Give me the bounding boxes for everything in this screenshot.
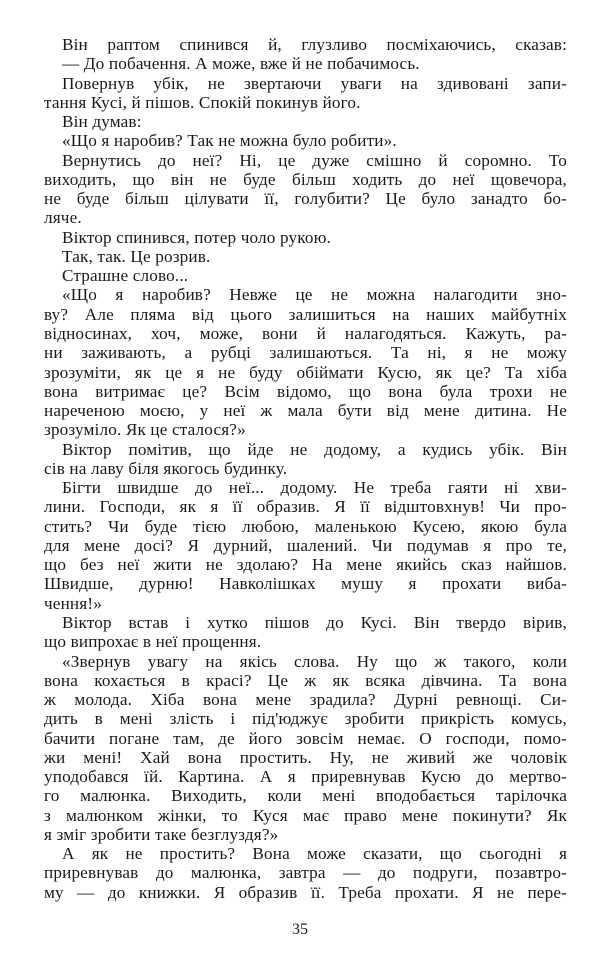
- text-line: Так, так. Це розрив.: [62, 246, 211, 266]
- text-line: для мене досі? Я дурний, шалений. Чи подумав я про те,: [44, 535, 567, 555]
- text-line: чення!»: [44, 593, 102, 613]
- text-line: ни заживають, а рубці залишаються. Та ні, я не можу: [44, 343, 567, 363]
- text-line: «Що я наробив? Так не можна було робити».: [62, 131, 397, 151]
- text-line: Вернутись до неї? Ні, це дуже смішно й соромно. То: [62, 150, 567, 170]
- text-line: ву? Але пляма від цього залишиться на наших майбутніх: [44, 304, 567, 324]
- text-line: А як не простить? Вона може сказати, що сьогодні я: [62, 844, 567, 864]
- text-line: Він думав:: [62, 112, 142, 132]
- text-line: вона витримає це? Всім відомо, що вона була трохи не: [44, 381, 567, 401]
- text-line: лини. Господи, як я її образив. Я її відштовхнув! Чи про-: [44, 497, 567, 517]
- text-line: тання Кусі, й пішов. Спокій покинув його.: [44, 92, 361, 112]
- text-line: Швидше, дурню! Навколішках мушу я прохати вибa-: [44, 574, 567, 594]
- text-line: ж молода. Хіба вона мене зрадила? Дурні ревнощі. Си-: [44, 690, 567, 710]
- text-line: бачити погане там, де його зовсім немає. О господи, помо-: [44, 728, 567, 748]
- text-line: з малюнком жінки, то Куся має право мене покинути? Як: [44, 805, 567, 825]
- text-line: «Звернув увагу на якісь слова. Ну що ж такого, коли: [62, 651, 567, 671]
- text-line: зрозуміти, як це я не буду обіймати Кусю, як це? Та хіба: [44, 362, 567, 382]
- text-line: ляче.: [44, 208, 82, 228]
- text-line: Віктор встав і хутко пішов до Кусі. Він твердо вірив,: [62, 612, 567, 632]
- text-line: Повернув убік, не звертаючи уваги на здивовані запи-: [62, 73, 567, 93]
- text-line: нареченою моєю, у неї ж мала бути від мене дитина. Не: [44, 401, 567, 421]
- text-line: стить? Чи буде тією любою, маленькою Кусею, якою була: [44, 516, 567, 536]
- text-line: уподобався їй. Картина. А я приревнував Кусю до мертво-: [44, 767, 567, 787]
- text-line: «Що я наробив? Невже це не можна налагодити зно-: [62, 285, 567, 305]
- text-line: що випрохає в неї прощення.: [44, 632, 262, 652]
- text-line: Він раптом спинився й, глузливо посміхаючись, сказав:: [62, 35, 567, 54]
- text-line: сів на лаву біля якогось будинку.: [44, 458, 288, 478]
- text-line: виходить, що він не буде більш ходить до неї щовечора,: [44, 169, 567, 189]
- text-line: му — до книжки. Я образив її. Треба прохати. Я не пере-: [44, 882, 567, 902]
- text-line: зрозуміло. Як це сталося?»: [44, 420, 246, 440]
- page-body: [44, 35, 567, 902]
- page-number: 35: [292, 921, 308, 938]
- text-line: — До побачення. А може, вже й не побачимось.: [62, 54, 420, 74]
- text-line: Страшне слово...: [62, 266, 189, 286]
- text-line: жи мені! Хай вона простить. Ну, не живий же чоловік: [44, 747, 567, 767]
- text-line: вона кохається в красі? Це ж як всяка дівчина. Та вона: [44, 670, 567, 690]
- text-line: Віктор помітив, що йде не додому, а кудись убік. Він: [62, 439, 567, 459]
- text-line: я зміг зробити таке безглуздя?»: [44, 824, 279, 844]
- text-line: приревнував до малюнка, завтра — до подруги, позавтро-: [44, 863, 567, 883]
- text-line: го малюнка. Виходить, коли мені вподобається тарілочка: [44, 786, 567, 806]
- text-line: дить в мені злість і під'юджує зробити прикрість комусь,: [44, 709, 567, 729]
- text-line: Віктор спинився, потер чоло рукою.: [62, 227, 332, 247]
- text-line: відносинах, хоч, може, вони й налагодяться. Кажуть, ра-: [44, 323, 567, 343]
- text-line: що без неї жити не здолаю? На мене якийсь сказ найшов.: [44, 555, 567, 575]
- text-line: не буде більш цілувати її, голубити? Це було занадто бо-: [44, 189, 567, 209]
- text-line: Бігти швидше до неї... додому. Не треба гаяти ні хви-: [62, 478, 567, 498]
